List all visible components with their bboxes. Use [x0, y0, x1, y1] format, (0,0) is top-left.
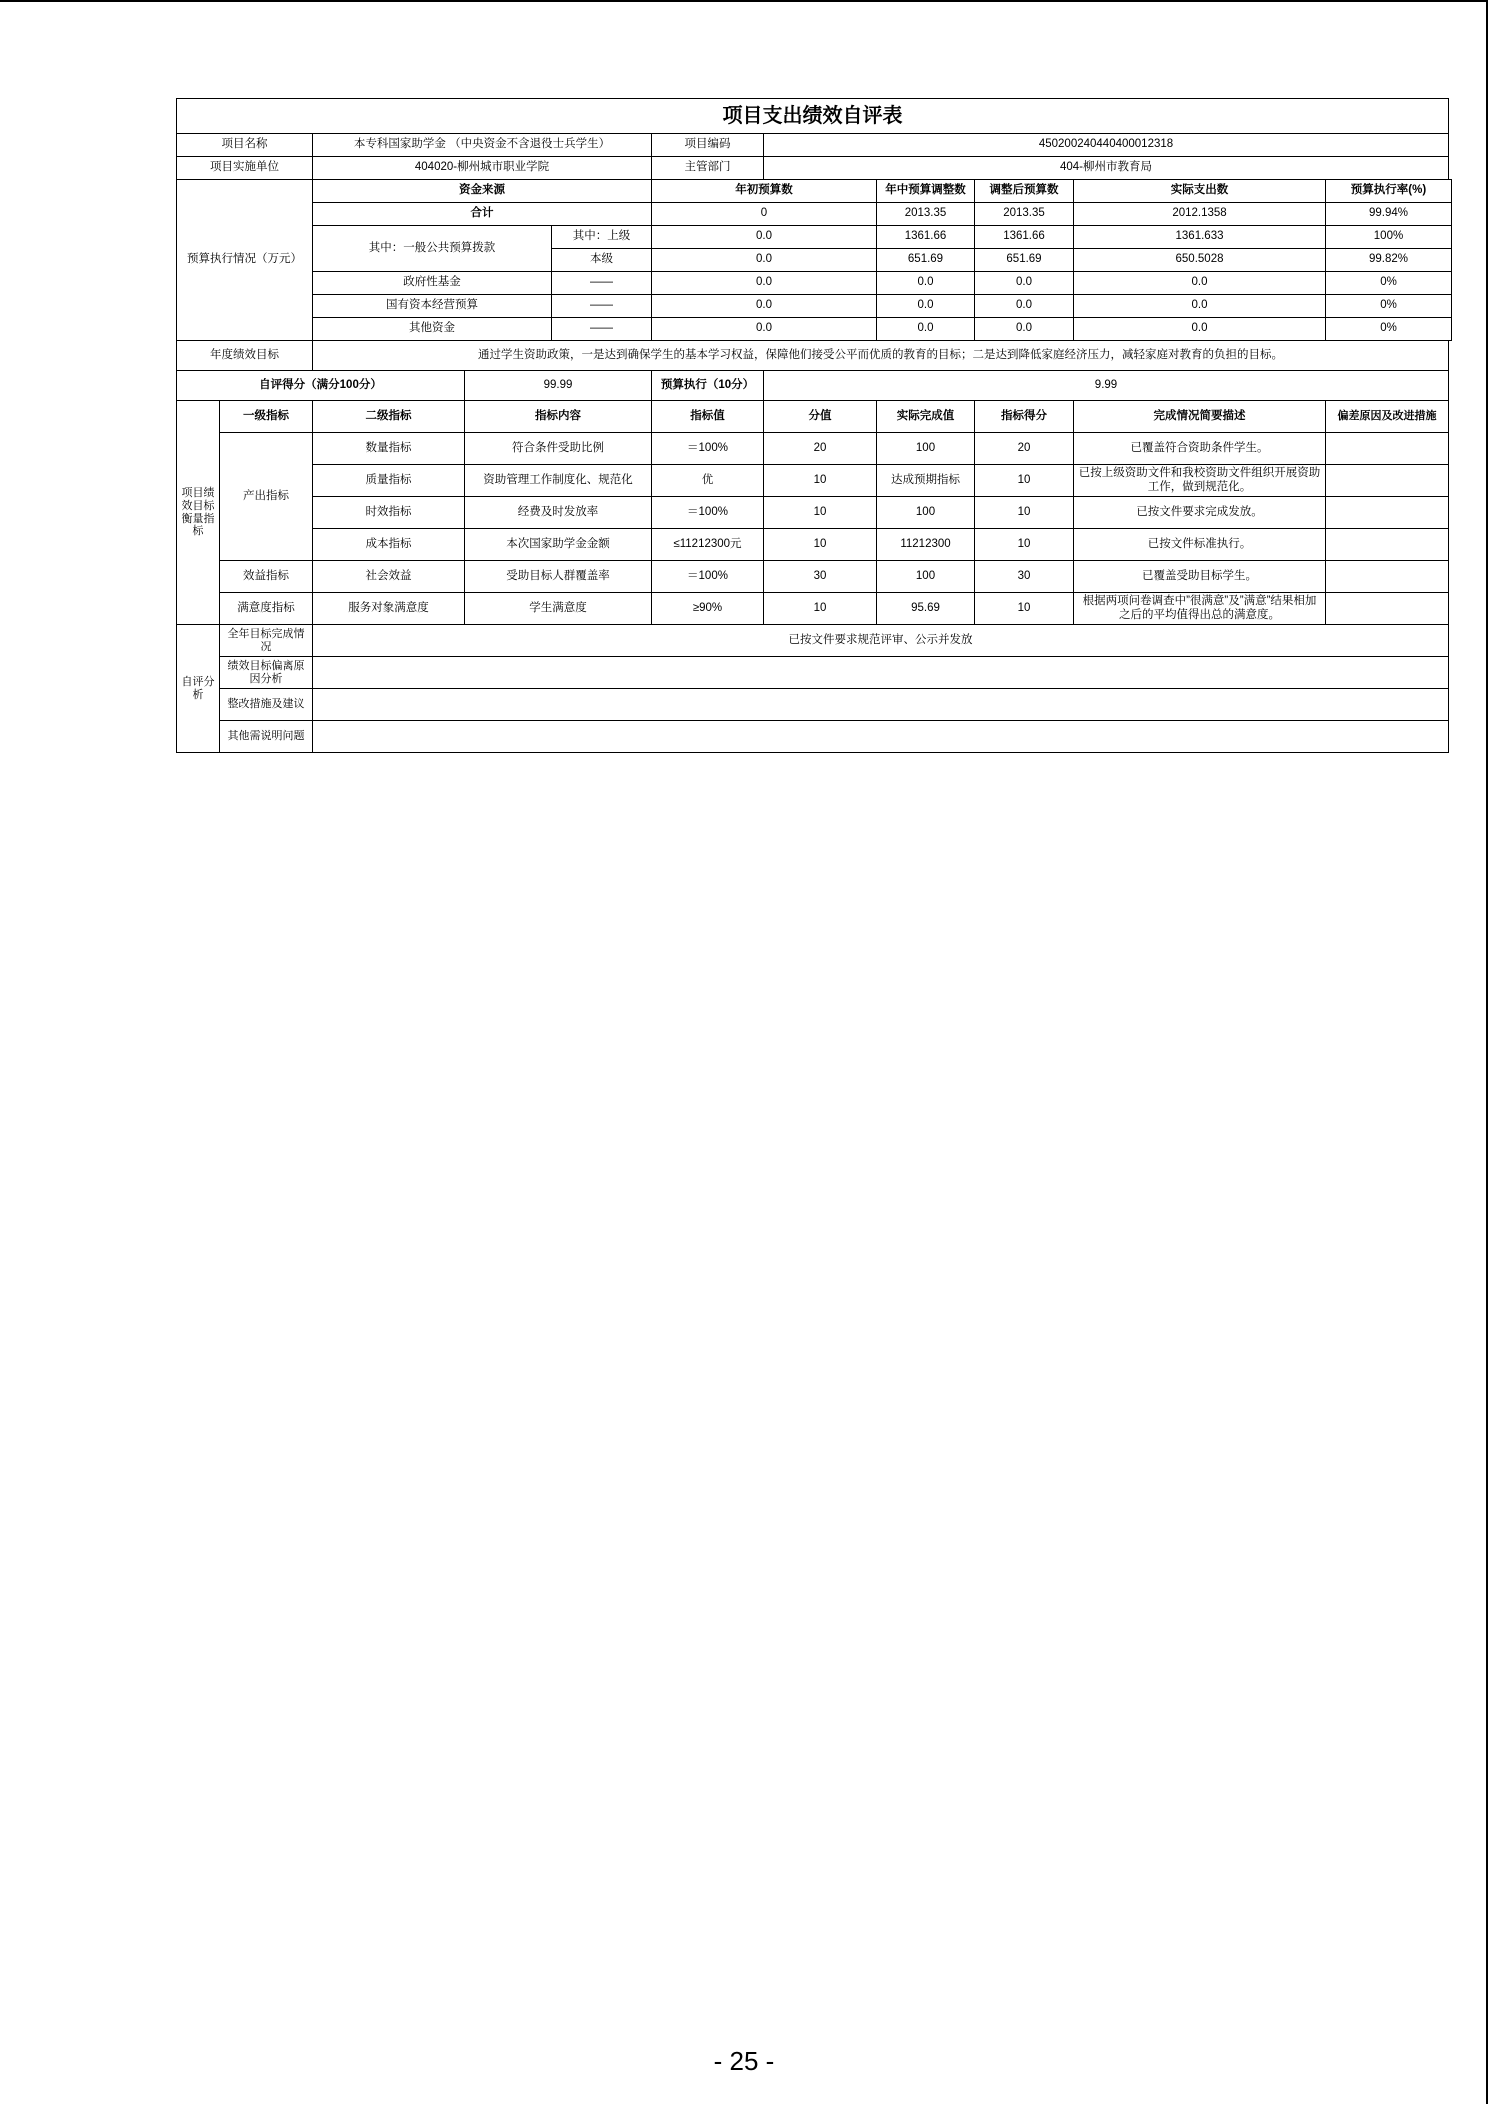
budget-section-label: 预算执行情况（万元） — [177, 180, 313, 341]
budget-cell: 2012.1358 — [1074, 203, 1326, 226]
budget-cell: 0.0 — [1074, 295, 1326, 318]
budget-cell: 0.0 — [1074, 318, 1326, 341]
budget-row-upper — [177, 226, 1452, 249]
analysis-section-label: 自评分析 — [177, 625, 220, 753]
indicator-level2: 社会效益 — [313, 561, 465, 593]
annual-goal-text: 通过学生资助政策，一是达到确保学生的基本学习权益，保障他们接受公平而优质的教育的目标；二是达到降低家庭经济压力，减轻家庭对教育的负担的目标。 — [313, 341, 1449, 371]
indicator-content: 受助目标人群覆盖率 — [465, 561, 652, 593]
indicator-deviation — [1326, 497, 1449, 529]
budget-header-actual: 实际支出数 — [1074, 180, 1326, 203]
indicator-header: 指标内容 — [465, 401, 652, 433]
budget-cell: 650.5028 — [1074, 249, 1326, 272]
budget-dash: —— — [552, 295, 652, 318]
budget-cell: 0.0 — [975, 295, 1074, 318]
analysis-label: 整改措施及建议 — [220, 689, 313, 721]
analysis-value — [313, 689, 1449, 721]
budget-row-state-capital — [177, 295, 1452, 318]
indicator-actual: 11212300 — [877, 529, 975, 561]
indicator-got: 20 — [975, 433, 1074, 465]
indicator-row — [177, 433, 1452, 465]
analysis-value — [313, 721, 1449, 753]
indicator-desc: 已按文件要求完成发放。 — [1074, 497, 1326, 529]
indicator-header: 实际完成值 — [877, 401, 975, 433]
indicator-target: ＝100% — [652, 561, 764, 593]
budget-cell: 0.0 — [652, 318, 877, 341]
budget-other-label: 其他资金 — [313, 318, 552, 341]
indicator-desc: 已覆盖符合资助条件学生。 — [1074, 433, 1326, 465]
dept-value: 404-柳州市教育局 — [764, 157, 1449, 180]
budget-cell: 1361.66 — [877, 226, 975, 249]
indicator-deviation — [1326, 529, 1449, 561]
indicator-header: 分值 — [764, 401, 877, 433]
indicator-actual: 95.69 — [877, 593, 975, 625]
budget-cell: 1361.66 — [975, 226, 1074, 249]
budget-cell: 651.69 — [877, 249, 975, 272]
indicator-row — [177, 529, 1452, 561]
budget-cell: 0.0 — [652, 226, 877, 249]
indicator-row — [177, 497, 1452, 529]
indicator-output-label: 产出指标 — [220, 433, 313, 561]
budget-cell: 0.0 — [652, 272, 877, 295]
budget-cell: 0.0 — [877, 295, 975, 318]
analysis-value — [313, 657, 1449, 689]
indicator-content: 资助管理工作制度化、规范化 — [465, 465, 652, 497]
budget-cell: 0 — [652, 203, 877, 226]
indicator-actual: 100 — [877, 433, 975, 465]
indicator-score: 10 — [764, 497, 877, 529]
indicator-deviation — [1326, 593, 1449, 625]
indicator-got: 30 — [975, 561, 1074, 593]
budget-exec-score: 9.99 — [764, 371, 1449, 401]
project-name-label: 项目名称 — [177, 134, 313, 157]
indicator-target: ≤11212300元 — [652, 529, 764, 561]
budget-cell: 100% — [1326, 226, 1452, 249]
indicator-desc: 已按文件标准执行。 — [1074, 529, 1326, 561]
project-code-value: 450200240440400012318 — [764, 134, 1449, 157]
annual-goal-label: 年度绩效目标 — [177, 341, 313, 371]
indicator-score: 10 — [764, 529, 877, 561]
indicator-content: 学生满意度 — [465, 593, 652, 625]
budget-cell: 0.0 — [877, 272, 975, 295]
budget-row-other — [177, 318, 1452, 341]
indicator-deviation — [1326, 433, 1449, 465]
indicator-level2: 时效指标 — [313, 497, 465, 529]
indicator-section-label: 项目绩效目标衡量指标 — [177, 401, 220, 625]
indicator-header: 指标值 — [652, 401, 764, 433]
indicator-got: 10 — [975, 593, 1074, 625]
indicator-satisfaction-label: 满意度指标 — [220, 593, 313, 625]
budget-dash: —— — [552, 318, 652, 341]
indicator-level2: 服务对象满意度 — [313, 593, 465, 625]
self-score-label: 自评得分（满分100分） — [177, 371, 465, 401]
budget-cell: 2013.35 — [877, 203, 975, 226]
indicator-benefit-label: 效益指标 — [220, 561, 313, 593]
dept-label: 主管部门 — [652, 157, 764, 180]
indicator-content: 符合条件受助比例 — [465, 433, 652, 465]
indicator-content: 经费及时发放率 — [465, 497, 652, 529]
unit-value: 404020-柳州城市职业学院 — [313, 157, 652, 180]
indicator-score: 20 — [764, 433, 877, 465]
indicator-level2: 质量指标 — [313, 465, 465, 497]
budget-local-label: 本级 — [552, 249, 652, 272]
budget-cell: 0.0 — [652, 295, 877, 318]
indicator-desc: 已按上级资助文件和我校资助文件组织开展资助工作，做到规范化。 — [1074, 465, 1326, 497]
budget-row-total — [177, 203, 1452, 226]
budget-header-adjust: 年中预算调整数 — [877, 180, 975, 203]
budget-general-label: 其中：一般公共预算拨款 — [313, 226, 552, 272]
indicator-deviation — [1326, 561, 1449, 593]
project-code-label: 项目编码 — [652, 134, 764, 157]
indicator-row — [177, 593, 1452, 625]
indicator-level2: 成本指标 — [313, 529, 465, 561]
budget-cell: 2013.35 — [975, 203, 1074, 226]
budget-cell: 0% — [1326, 295, 1452, 318]
indicator-score: 10 — [764, 465, 877, 497]
indicator-desc: 已覆盖受助目标学生。 — [1074, 561, 1326, 593]
budget-header-initial: 年初预算数 — [652, 180, 877, 203]
analysis-label: 绩效目标偏离原因分析 — [220, 657, 313, 689]
budget-header-rate: 预算执行率(%) — [1326, 180, 1452, 203]
project-name-value: 本专科国家助学金 （中央资金不含退役士兵学生） — [313, 134, 652, 157]
indicator-row — [177, 465, 1452, 497]
budget-gov-fund-label: 政府性基金 — [313, 272, 552, 295]
unit-label: 项目实施单位 — [177, 157, 313, 180]
budget-upper-label: 其中：上级 — [552, 226, 652, 249]
indicator-score: 30 — [764, 561, 877, 593]
indicator-actual: 100 — [877, 561, 975, 593]
indicator-desc: 根据两项问卷调查中”很满意”及”满意”结果相加之后的平均值得出总的满意度。 — [1074, 593, 1326, 625]
top-border-line — [0, 0, 1488, 2]
budget-total-label: 合计 — [313, 203, 652, 226]
indicator-header: 偏差原因及改进措施 — [1326, 401, 1449, 433]
budget-cell: 99.82% — [1326, 249, 1452, 272]
indicator-target: ≥90% — [652, 593, 764, 625]
indicator-actual: 达成预期指标 — [877, 465, 975, 497]
analysis-label: 全年目标完成情况 — [220, 625, 313, 657]
budget-cell: 0.0 — [1074, 272, 1326, 295]
indicator-header: 完成情况简要描述 — [1074, 401, 1326, 433]
indicator-header: 二级指标 — [313, 401, 465, 433]
analysis-value: 已按文件要求规范评审、公示并发放 — [313, 625, 1449, 657]
indicator-target: 优 — [652, 465, 764, 497]
budget-cell: 0% — [1326, 272, 1452, 295]
indicator-got: 10 — [975, 465, 1074, 497]
performance-self-evaluation-table — [176, 98, 1452, 753]
page-number: - 25 - — [713, 2046, 775, 2076]
budget-cell: 651.69 — [975, 249, 1074, 272]
indicator-score: 10 — [764, 593, 877, 625]
analysis-label: 其他需说明问题 — [220, 721, 313, 753]
budget-exec-label: 预算执行（10分） — [652, 371, 764, 401]
budget-cell: 0.0 — [975, 318, 1074, 341]
budget-state-capital-label: 国有资本经营预算 — [313, 295, 552, 318]
budget-cell: 1361.633 — [1074, 226, 1326, 249]
indicator-header: 一级指标 — [220, 401, 313, 433]
form-title: 项目支出绩效自评表 — [177, 99, 1449, 134]
budget-cell: 0.0 — [975, 272, 1074, 295]
indicator-content: 本次国家助学金金额 — [465, 529, 652, 561]
budget-cell: 99.94% — [1326, 203, 1452, 226]
indicator-got: 10 — [975, 497, 1074, 529]
budget-dash: —— — [552, 272, 652, 295]
budget-cell: 0.0 — [652, 249, 877, 272]
indicator-target: ＝100% — [652, 497, 764, 529]
indicator-header: 指标得分 — [975, 401, 1074, 433]
indicator-row — [177, 561, 1452, 593]
budget-cell: 0% — [1326, 318, 1452, 341]
budget-cell: 0.0 — [877, 318, 975, 341]
budget-header-adjusted: 调整后预算数 — [975, 180, 1074, 203]
indicator-got: 10 — [975, 529, 1074, 561]
budget-header-source: 资金来源 — [313, 180, 652, 203]
self-score-value: 99.99 — [465, 371, 652, 401]
indicator-level2: 数量指标 — [313, 433, 465, 465]
indicator-target: ＝100% — [652, 433, 764, 465]
indicator-deviation — [1326, 465, 1449, 497]
indicator-actual: 100 — [877, 497, 975, 529]
budget-row-gov-fund — [177, 272, 1452, 295]
